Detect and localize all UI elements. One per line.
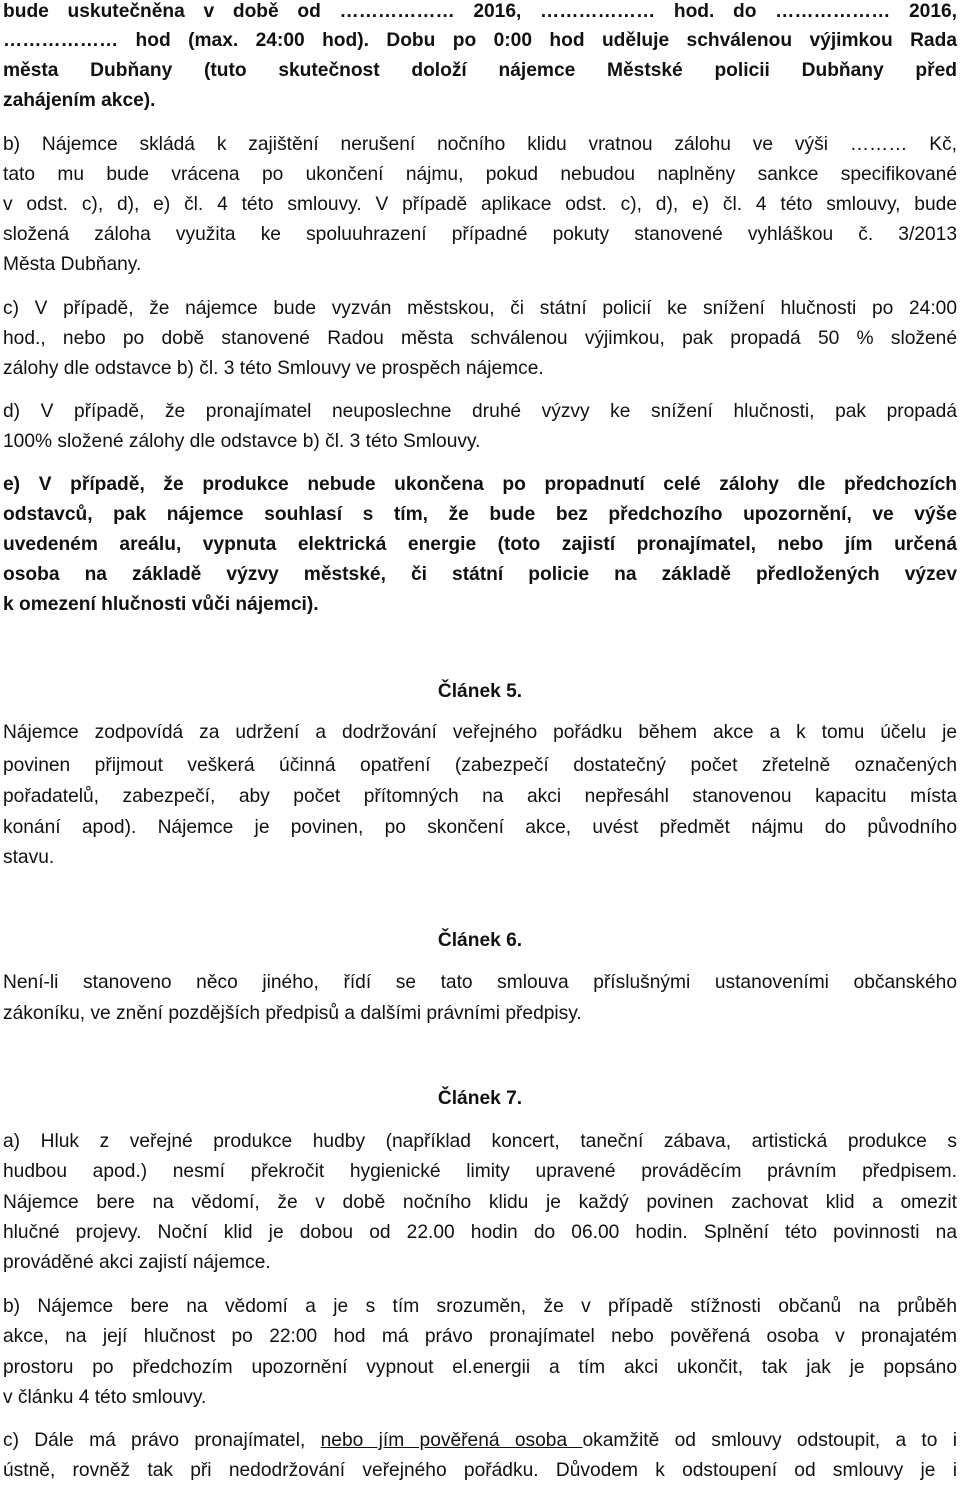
paragraph-line: hudbou apod.) nesmí překročit hygienické limity upravené prováděcím právním předpisem. (3, 1161, 957, 1182)
paragraph-line: hlučné projevy. Noční klid je dobou od 22.00 hodin do 06.00 hodin. Splnění této povinnosti na (3, 1222, 957, 1243)
paragraph-line: pořadatelů, zabezpečí, aby počet přítomných na akci nepřesáhl stanovenou kapacitu místa (3, 786, 957, 807)
paragraph-line: zálohy dle odstavce b) čl. 3 této Smlouvy ve prospěch nájemce. (3, 358, 544, 379)
paragraph-line: bude uskutečněna v době od ……………… 2016, ……………… hod. do ……………… 2016, (3, 1, 957, 22)
paragraph-line: b) Nájemce skládá k zajištění nerušení nočního klidu vratnou zálohu ve výši ……… Kč, (3, 134, 957, 155)
paragraph-line: Není-li stanoveno něco jiného, řídí se tato smlouva příslušnými ustanoveními občanského (3, 972, 957, 993)
paragraph-line: Města Dubňany. (3, 254, 142, 275)
paragraph-line: prostoru po předchozím upozornění vypnout el.energii a tím akci ukončit, tak jak je popsáno (3, 1357, 957, 1378)
text-run: c) Dále má právo pronajímatel, (3, 1430, 321, 1451)
paragraph-line: a) Hluk z veřejné produkce hudby (například koncert, taneční zábava, artistická produkce s (3, 1131, 957, 1152)
paragraph-line: města Dubňany (tuto skutečnost doloží nájemce Městské policii Dubňany před (3, 60, 957, 81)
paragraph-line: d) V případě, že pronajímatel neuposlechne druhé výzvy ke snížení hlučnosti, pak propadá (3, 401, 957, 422)
paragraph-line: stavu. (3, 847, 55, 868)
paragraph-line: 100% složené zálohy dle odstavce b) čl. 3 této Smlouvy. (3, 431, 481, 452)
paragraph-line: Nájemce bere na vědomí, že v době nočního klidu je každý povinen zachovat klid a omezit (3, 1192, 957, 1213)
underlined-phrase: nebo jím pověřená osoba (320, 1430, 583, 1451)
article-heading: Článek 6. (437, 930, 523, 951)
text-run: okamžitě od smlouvy odstoupit, a to i (582, 1430, 958, 1451)
paragraph-line: odstavců, pak nájemce souhlasí s tím, že bude bez předchozího upozornění, ve výše (3, 504, 957, 525)
paragraph-line: ……………… hod (max. 24:00 hod). Dobu po 0:00 hod uděluje schválenou výjimkou Rada (3, 30, 957, 51)
paragraph-line: zahájením akce). (3, 90, 156, 111)
paragraph-line: akce, na její hlučnost po 22:00 hod má právo pronajímatel nebo pověřená osoba v pronajatém (3, 1326, 957, 1347)
paragraph-line: k omezení hlučnosti vůči nájemci). (3, 594, 319, 615)
paragraph-line: prováděné akci zajistí nájemce. (3, 1252, 271, 1273)
paragraph-line: c) V případě, že nájemce bude vyzván městskou, či státní policií ke snížení hlučnosti po 24:00 (3, 298, 957, 319)
paragraph-line: uvedeném areálu, vypnuta elektrická energie (toto zajistí pronajímatel, nebo jím určená (3, 534, 957, 555)
paragraph-line: zákoníku, ve znění pozdějších předpisů a dalšími právními předpisy. (3, 1003, 582, 1024)
paragraph-line: hod., nebo po době stanovené Radou města schválenou výjimkou, pak propadá 50 % složené (3, 328, 957, 349)
paragraph-line: osoba na základě výzvy městské, či státní policie na základě předložených výzev (3, 564, 957, 585)
paragraph-line: povinen přijmout veškerá účinná opatření (zabezpečí dostatečný počet zřetelně označených (3, 755, 957, 776)
paragraph-line: konání apod). Nájemce je povinen, po skončení akce, uvést předmět nájmu do původního (3, 817, 957, 838)
paragraph-line: tato mu bude vrácena po ukončení nájmu, pokud nebudou naplněny sankce specifikované (3, 164, 957, 185)
paragraph-line: složená záloha využita ke spoluuhrazení případné pokuty stanovené vyhláškou č. 3/2013 (3, 224, 957, 245)
paragraph-line: e) V případě, že produkce nebude ukončena po propadnutí celé zálohy dle předchozích (3, 474, 957, 495)
paragraph-line: b) Nájemce bere na vědomí a je s tím srozuměn, že v případě stížnosti občanů na průběh (3, 1296, 957, 1317)
article-heading: Článek 7. (437, 1088, 523, 1109)
paragraph-line: v odst. c), d), e) čl. 4 této smlouvy. V případě aplikace odst. c), d), e) čl. 4 této smlouvy, bude (3, 194, 957, 215)
article-heading: Článek 5. (437, 681, 523, 702)
paragraph-line (3, 1426, 957, 1456)
paragraph-line: v článku 4 této smlouvy. (3, 1387, 207, 1408)
paragraph-line: ústně, rovněž tak při nedodržování veřejného pořádku. Důvodem k odstoupení od smlouvy je i (3, 1460, 957, 1481)
paragraph-line: Nájemce zodpovídá za udržení a dodržování veřejného pořádku během akce a k tomu účelu je (3, 722, 957, 743)
